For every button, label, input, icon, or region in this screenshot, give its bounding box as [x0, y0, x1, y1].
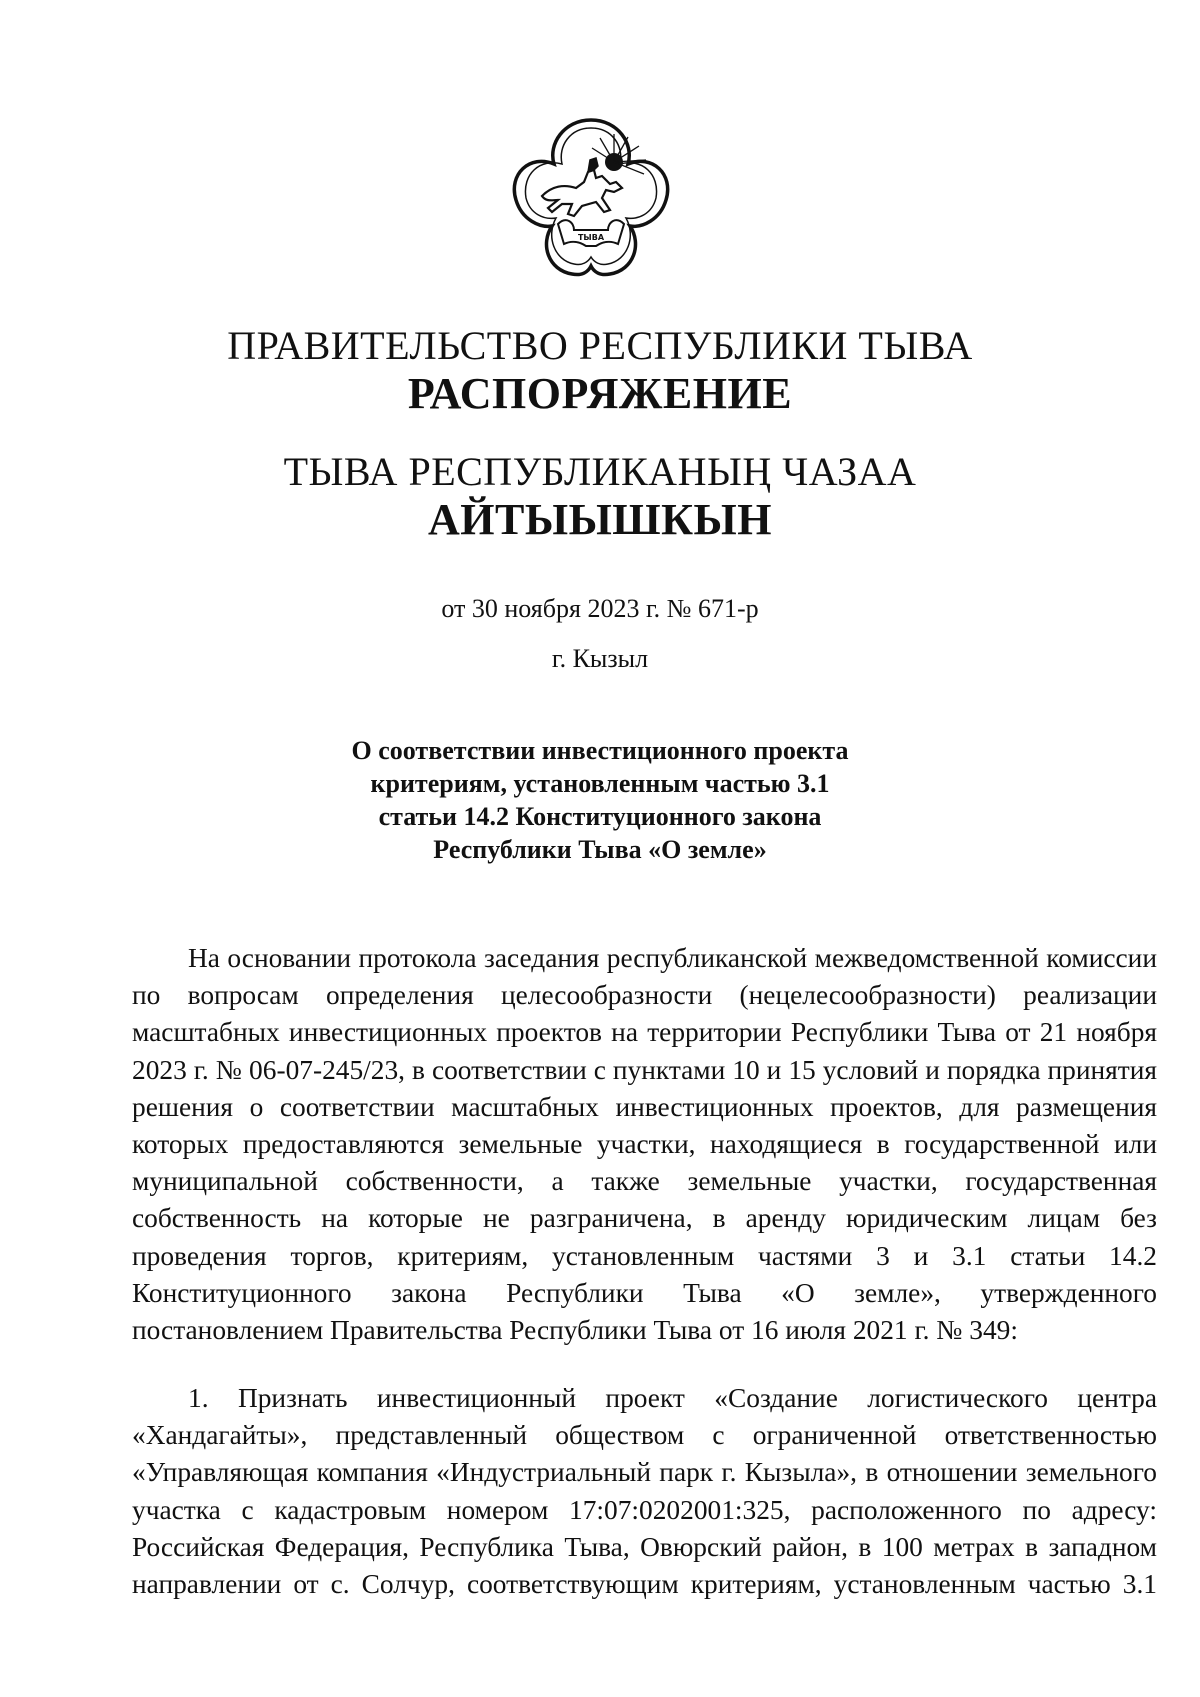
- document-subject-title: [300, 734, 900, 866]
- government-title-ru: ПРАВИТЕЛЬСТВО РЕСПУБЛИКИ ТЫВА: [227, 323, 973, 368]
- item-1-paragraph: 1. Признать инвестиционный проект «Создание логистического центра «Хандагайты», представленный обществом с ограниченной ответственностью «Управляющая компания «Индустриальный парк г. Кызыла», в отношении земельного участка с кадастровым номером 17:07:0202001:325, расположенного по адресу: Российская Федерация, Республика Тыва, Овюрский район, в 100 метрах в западном направлении от с. Солчур, соответствующим критериям, установленным частью 3.1: [132, 1383, 1157, 1600]
- document-date-number: от 30 ноября 2023 г. № 671-р: [441, 594, 759, 623]
- svg-text:ТЫВА: ТЫВА: [577, 233, 605, 242]
- document-city: г. Кызыл: [551, 644, 649, 673]
- document-type-ru: РАСПОРЯЖЕНИЕ: [407, 369, 793, 418]
- title-line: О соответствии инвестиционного проекта: [351, 736, 849, 765]
- title-line: критериям, установленным частью 3.1: [370, 769, 830, 798]
- tuva-emblem-icon: [506, 112, 676, 280]
- preamble-paragraph: На основании протокола заседания республиканской межведомственной комиссии по вопросам определения целесообразности (нецелесообразности) реализации масштабных инвестиционных проектов на территории Республики Тыва от 21 ноября 2023 г. № 06-07-245/23, в соответствии с пунктами 10 и 15 условий и порядка принятия решения о соответствии масштабных инвестиционных проектов, для размещения которых предоставляются земельные участки, находящиеся в государственной или муниципальной собственности, а также земельные участки, государственная собственность на которые не разграничена, в аренду юридическим лицам без проведения торгов, критериям, установленным частями 3 и 3.1 статьи 14.2 Конституционного закона Республики Тыва «О земле», утвержденного постановлением Правительства Республики Тыва от 16 июля 2021 г. № 349:: [132, 943, 1157, 1346]
- title-line: Республики Тыва «О земле»: [433, 835, 767, 864]
- document-type-tyv: АЙТЫЫШКЫН: [428, 495, 772, 544]
- title-line: статьи 14.2 Конституционного закона: [378, 802, 822, 831]
- government-title-tyv: ТЫВА РЕСПУБЛИКАНЫҢ ЧАЗАА: [283, 449, 917, 494]
